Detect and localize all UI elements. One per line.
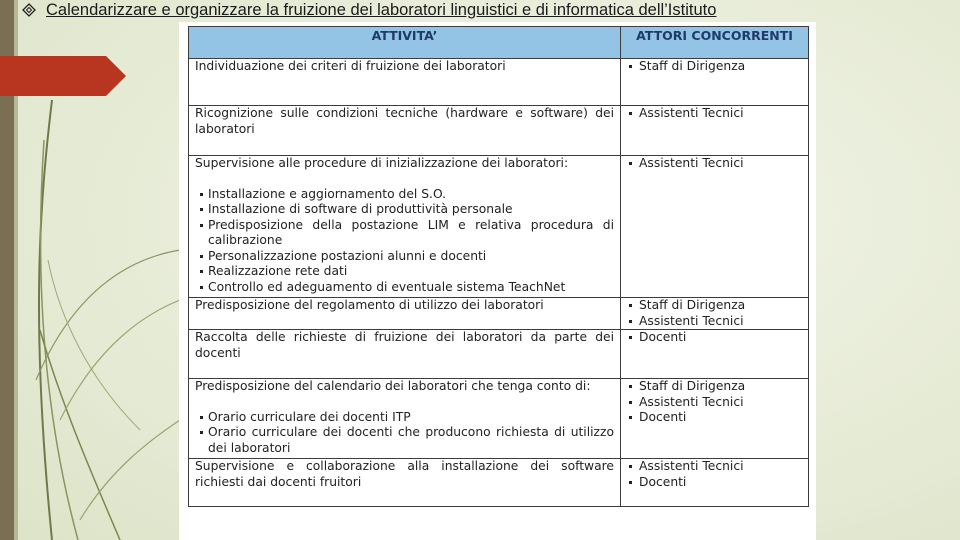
actor-item: Assistenti Tecnici [629,314,802,330]
table-row [189,379,809,459]
activity-cell [189,298,621,330]
sub-item: Orario curriculare dei docenti ITP [200,410,614,426]
sub-item: Predisposizione della postazione LIM e relativa procedura di calibrazione [200,218,614,249]
table-header-row [189,27,809,59]
activity-text: Individuazione dei criteri di fruizione dei laboratori [195,59,506,73]
actor-item: Docenti [629,475,802,491]
actor-item: Assistenti Tecnici [629,395,802,411]
sub-item: Controllo ed adeguamento di eventuale sistema TeachNet [200,280,614,296]
table-row [189,59,809,106]
document-image [179,22,816,540]
table-row [189,330,809,379]
activity-text: Supervisione e collaborazione alla installazione dei software richiesti dai docenti fruitori [195,459,614,489]
activity-cell [189,106,621,156]
activity-text: Predisposizione del calendario dei laboratori che tenga conto di: [195,379,591,393]
activity-table [188,26,809,507]
header-activity: ATTIVITA’ [189,27,621,59]
actors-cell [621,156,809,298]
sub-item: Orario curriculare dei docenti che producono richiesta di utilizzo dei laboratori [200,425,614,456]
diamond-outline-icon [22,3,36,17]
table-row [189,106,809,156]
activity-cell [189,59,621,106]
red-arrow-shape [0,56,126,96]
sub-item: Realizzazione rete dati [200,264,614,280]
table-row [189,459,809,507]
activity-cell [189,379,621,459]
actors-cell [621,298,809,330]
activity-cell [189,156,621,298]
activity-text: Raccolta delle richieste di fruizione dei laboratori da parte dei docenti [195,330,614,360]
actors-cell [621,106,809,156]
actor-item: Docenti [629,410,802,426]
table-row [189,156,809,298]
activity-text: Ricognizione sulle condizioni tecniche (hardware e software) dei laboratori [195,106,614,136]
actor-item: Assistenti Tecnici [629,156,802,172]
actors-cell [621,59,809,106]
header-actors: ATTORI CONCORRENTI [621,27,809,59]
actor-item: Staff di Dirigenza [629,298,802,314]
actor-item: Docenti [629,330,802,346]
actor-item: Assistenti Tecnici [629,459,802,475]
actors-cell [621,379,809,459]
activity-cell [189,330,621,379]
activity-text: Predisposizione del regolamento di utilizzo dei laboratori [195,298,544,312]
table-row [189,298,809,330]
sub-item: Personalizzazione postazioni alunni e docenti [200,249,614,265]
actors-cell [621,459,809,507]
sub-item: Installazione di software di produttività personale [200,202,614,218]
activity-text: Supervisione alle procedure di inizializzazione dei laboratori: [195,156,569,170]
actor-item: Assistenti Tecnici [629,106,802,122]
actor-item: Staff di Dirigenza [629,59,802,75]
slide-title [22,0,950,20]
slide-title-text: Calendarizzare e organizzare la fruizione dei laboratori linguistici e di informatica dell’Istituto [46,0,717,19]
sub-item: Installazione e aggiornamento del S.O. [200,187,614,203]
actor-item: Staff di Dirigenza [629,379,802,395]
actors-cell [621,330,809,379]
activity-cell [189,459,621,507]
